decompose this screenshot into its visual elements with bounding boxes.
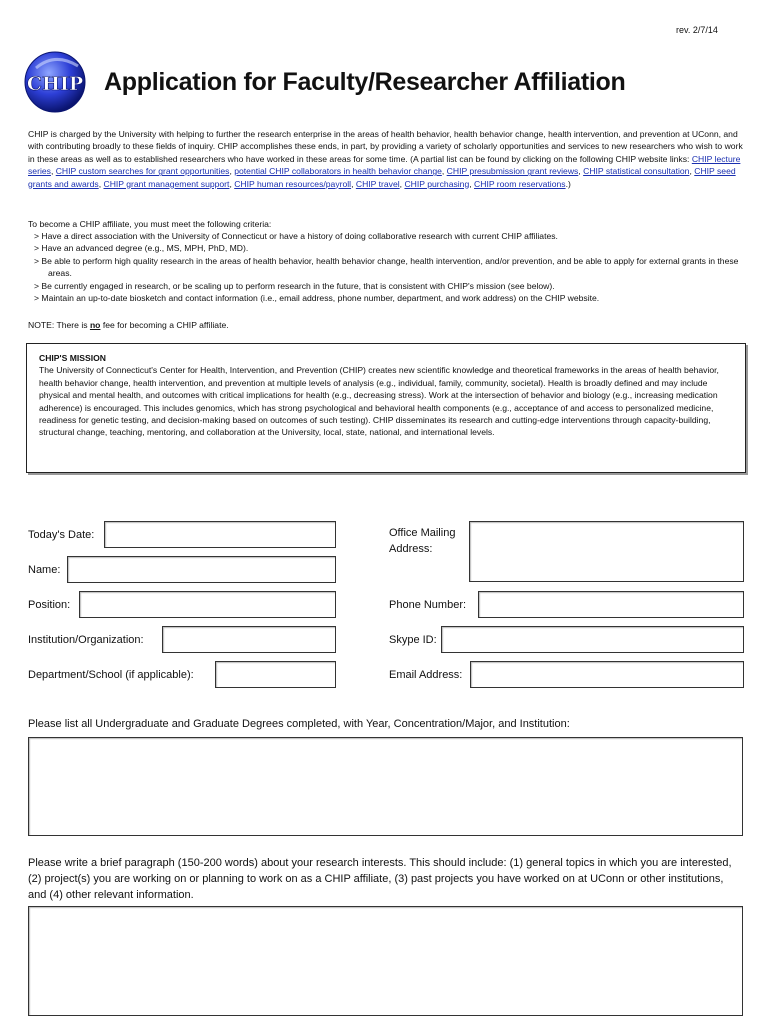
criteria-heading: To become a CHIP affiliate, you must meet the following criteria: — [28, 219, 272, 229]
intro-text: CHIP is charged by the University with helping to further the research enterprise in the areas of health behavior, health behavior change, health intervention, and prevention at UConn, and with contributing broadly to these fields of inquiry. CHIP accomplishes these ends, in part, by providing a variety of scholarly opportunities and services to new researchers who wish to work in these areas as well as to established researchers who have worked in these areas for some time. (A partial list can be found by clicking on the following CHIP website links: — [28, 129, 743, 164]
institution-label: Institution/Organization: — [28, 634, 144, 646]
link-lecture-series[interactable]: CHIP lecture series — [28, 153, 741, 177]
criteria-item: > Have a direct association with the University of Connecticut or have a history of doing collaborative research with current CHIP affiliates. — [34, 231, 558, 241]
todays-date-label: Today's Date: — [28, 529, 95, 541]
degrees-textarea[interactable] — [28, 737, 743, 836]
link-human-resources[interactable]: CHIP human resources/payroll — [234, 178, 352, 189]
note-emphasis: no — [89, 320, 101, 330]
link-presubmission-reviews[interactable]: CHIP presubmission grant reviews — [446, 166, 579, 177]
phone-number-field[interactable] — [478, 591, 744, 618]
office-mailing-label: Office Mailing — [389, 527, 456, 539]
logo-text: CHIP — [26, 73, 84, 95]
mission-body: The University of Connecticut's Center for Health, Intervention, and Prevention (CHIP) creates new scientific knowledge and theoretical frameworks in the areas of health behavior, health behavior change, health intervention, and prevention at multiple levels of analysis (e.g., individual, family, community, societal). Health is broadly defined and may include physical and mental health, and outcomes with critical implications for health (e.g., decreasing stress). Work at the intersection of behavior and biology (e.g., increasing medication adherence) is encouraged. This includes genomics, which has strong psychological and behavioral health components (e.g., acceptance of and access to personalized medicine, readiness for genetic testing, and decision-making based on outcomes of such testing). CHIP disseminates its research and cutting-edge interventions through capacity-building, structural change, teaching, mentoring, and collaboration at the University, local, state, national, and international levels. — [39, 365, 719, 438]
position-field[interactable] — [79, 591, 336, 618]
criteria-item: > Maintain an up-to-date biosketch and contact information (i.e., email address, phone number, department, and work address) on the CHIP website. — [34, 293, 600, 304]
todays-date-field[interactable] — [104, 521, 336, 548]
criteria-list — [34, 230, 746, 304]
department-label: Department/School (if applicable): — [28, 669, 194, 681]
intro-paragraph: CHIP is charged by the University with helping to further the research enterprise in the areas of health behavior, health behavior change, health intervention, and prevention at UConn, and with contributing broadly to these fields of inquiry. CHIP accomplishes these ends, in part, by providing a variety of scholarly opportunities and services to new researchers who wish to work in these areas as well as to established researchers who have worked in these areas for some time. (A partial list can be found by clicking on the following CHIP website links: CHIP lecture series, CHIP custom searches for grant opportunities, potential CHIP collaborators in health behavior change, CHIP presubmission grant reviews, CHIP statistical consultation, CHIP seed grants and awards, CHIP grant management support, CHIP human resources/payroll, CHIP travel, CHIP purchasing, CHIP room reservations.) — [28, 129, 743, 189]
research-interests-textarea[interactable] — [28, 906, 743, 1016]
criteria-item: > Be currently engaged in research, or be scaling up to perform research in the future, that is consistent with CHIP's mission (see below). — [34, 280, 555, 291]
link-room-reservations[interactable]: CHIP room reservations — [474, 178, 566, 189]
criteria-item: > Have an advanced degree (e.g., MS, MPH, PhD, MD). — [34, 243, 249, 254]
skype-id-field[interactable] — [441, 626, 744, 653]
mission-title: CHIP'S MISSION — [39, 353, 106, 363]
criteria-item: > Be able to perform high quality research in the areas of health behavior, health behavior change, health intervention, and/or prevention, and be able to apply for external grants in these areas. — [34, 255, 739, 279]
research-question: Please write a brief paragraph (150-200 words) about your research interests. This should include: (1) general topics in which you are interested, (2) project(s) you are working on or planning to work on as a CHIP affiliate, (3) past projects you have worked on at UConn or other institutions, and (4) other relevant information. — [28, 857, 732, 901]
institution-field[interactable] — [162, 626, 336, 653]
link-travel[interactable]: CHIP travel — [355, 178, 400, 189]
degrees-question: Please list all Undergraduate and Graduate Degrees completed, with Year, Concentration/Major, and Institution: — [28, 718, 570, 730]
revision-date: rev. 2/7/14 — [676, 25, 718, 35]
intro-text-end: .) — [565, 178, 571, 189]
office-address-label: Address: — [389, 543, 433, 555]
link-grant-management[interactable]: CHIP grant management support — [103, 178, 230, 189]
email-label: Email Address: — [389, 669, 463, 681]
link-potential-collaborators[interactable]: potential CHIP collaborators in health behavior change — [234, 166, 442, 177]
note-suffix: fee for becoming a CHIP affiliate. — [100, 320, 229, 330]
position-label: Position: — [28, 599, 71, 611]
name-field[interactable] — [67, 556, 336, 583]
email-address-field[interactable] — [470, 661, 744, 688]
chip-logo — [22, 46, 88, 116]
link-custom-searches[interactable]: CHIP custom searches for grant opportunities — [55, 166, 230, 177]
link-seed-grants[interactable]: CHIP seed grants and awards — [28, 166, 736, 189]
phone-label: Phone Number: — [389, 599, 467, 611]
page-title: Application for Faculty/Researcher Affiliation — [104, 68, 626, 96]
skype-label: Skype ID: — [389, 634, 437, 646]
department-field[interactable] — [215, 661, 336, 688]
link-purchasing[interactable]: CHIP purchasing — [404, 178, 470, 189]
note-prefix: NOTE: There is — [28, 320, 90, 330]
name-label: Name: — [28, 564, 61, 576]
mission-box — [26, 343, 746, 473]
fee-note — [28, 319, 229, 331]
office-mailing-address-field[interactable] — [469, 521, 744, 582]
link-statistical-consultation[interactable]: CHIP statistical consultation — [583, 166, 690, 177]
